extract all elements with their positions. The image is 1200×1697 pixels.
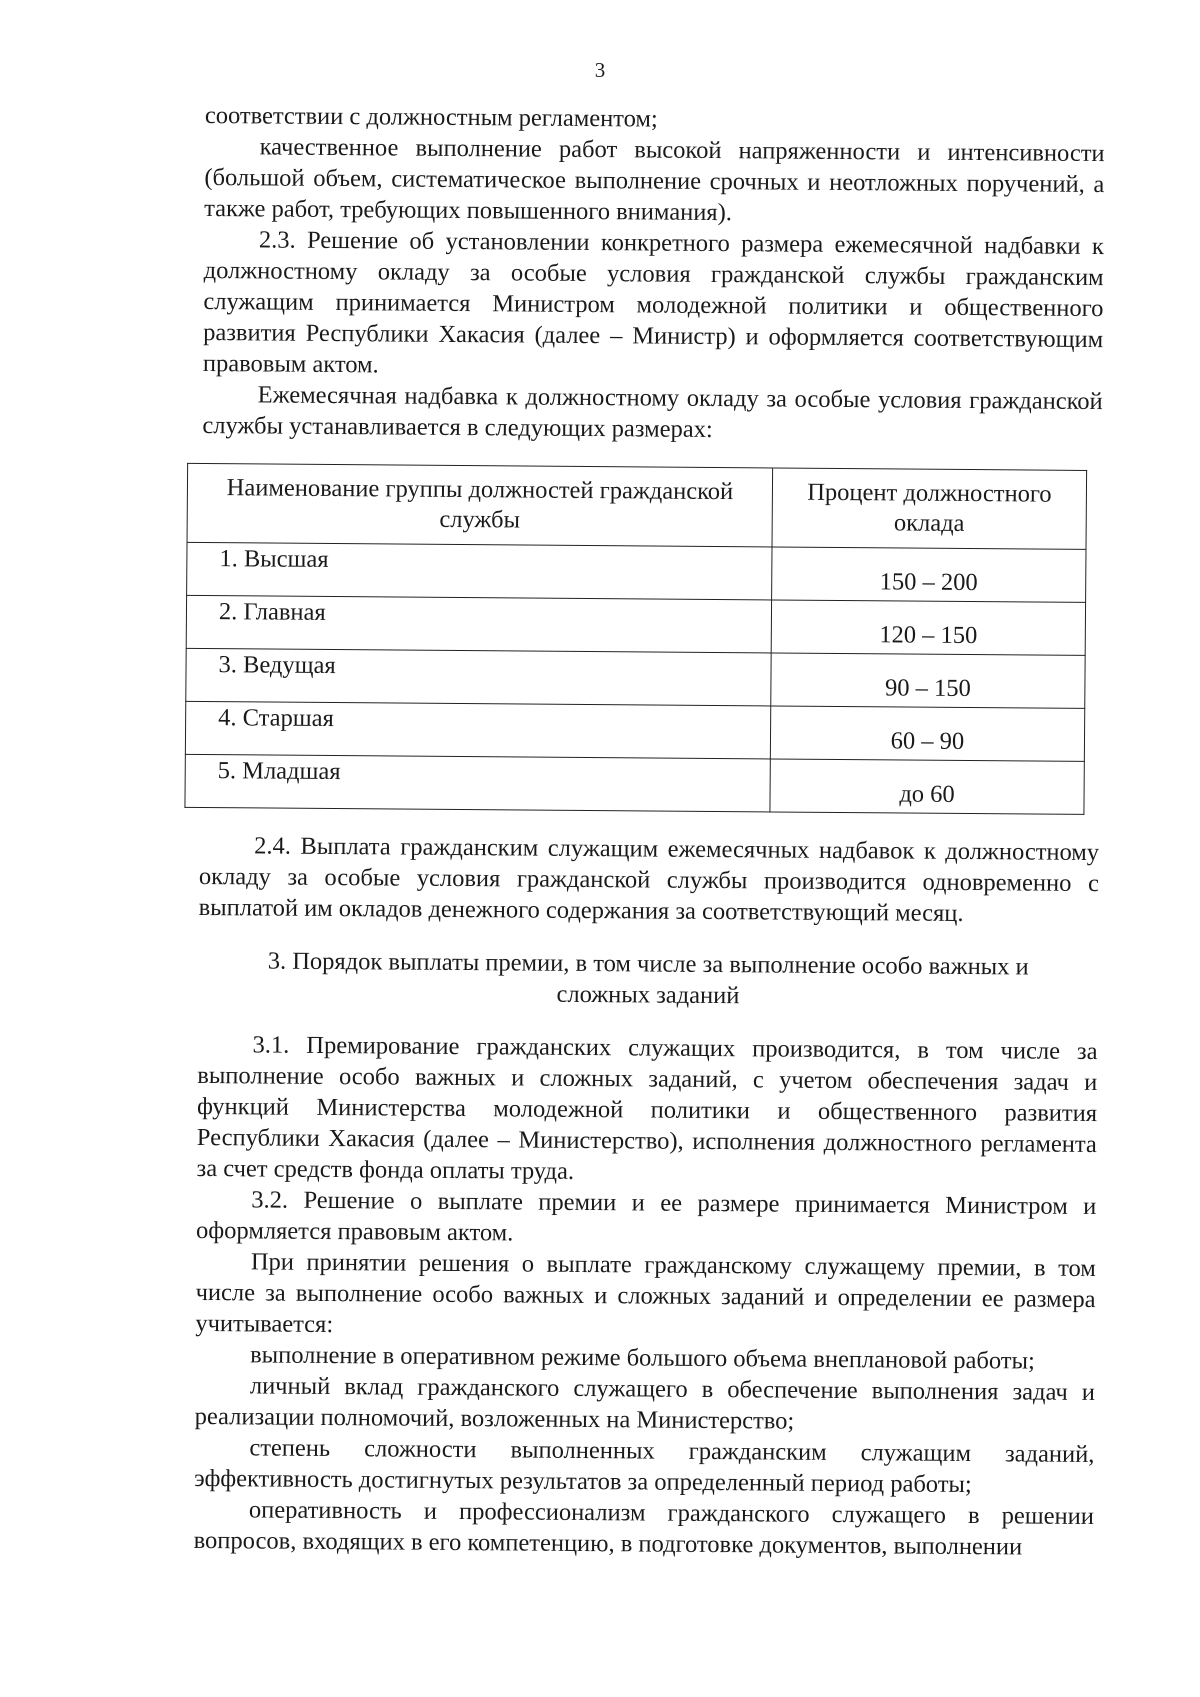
grades-table — [184, 463, 1087, 815]
table-row — [185, 754, 1084, 814]
paragraph-quality-work: качественное выполнение работ высокой напряженности и интенсивности (большой объем, систематическое выполнение срочных и неотложных поручений, а также работ, требующих повышенного внимания). — [204, 133, 1105, 227]
section-heading: 3. Порядок выплаты премии, в том числе за выполнение особо важных и сложных заданий — [267, 947, 1029, 1010]
table-header-percent: Процент должностного оклада — [772, 468, 1087, 549]
table-row — [185, 701, 1084, 761]
table-cell-percent: 120 – 150 — [771, 600, 1085, 655]
paragraph-3-2: 3.2. Решение о выплате премии и ее размере принимается Министром и оформляется правовым актом. — [196, 1186, 1097, 1247]
list-item: оперативность и профессионализм гражданского служащего в решении вопросов, входящих в его компетенцию, в подготовке документов, выполнении — [193, 1496, 1095, 1561]
table-header-row — [187, 463, 1087, 549]
page-number: 3 — [594, 58, 606, 82]
table-row — [186, 648, 1085, 708]
document-body — [194, 100, 1105, 1563]
paragraph-monthly-bonus: Ежемесячная надбавка к должностному окладу за особые условия гражданской службы устанавливается в следующих размерах: — [202, 381, 1103, 443]
table-header-group: Наименование группы должностей гражданской службы — [187, 463, 773, 547]
list-item: выполнение в оперативном режиме большого объема внеплановой работы; — [250, 1341, 1035, 1375]
table-row — [186, 595, 1085, 655]
table-cell-group: 4. Старшая — [185, 701, 770, 759]
paragraph-2-4: 2.4. Выплата гражданским служащим ежемесячных надбавок к должностному окладу за особые условия гражданской службы производится одновременно с выплатой им окладов денежного содержания за соответствующий месяц. — [198, 832, 1100, 927]
table-cell-percent: 90 – 150 — [771, 653, 1085, 708]
table-cell-group: 2. Главная — [186, 595, 771, 653]
table-cell-percent: 60 – 90 — [770, 706, 1084, 761]
paragraph-3-1: 3.1. Премирование гражданских служащих производится, в том числе за выполнение особо важных и сложных заданий, с учетом обеспечения задач и функций Министерства молодежной политики и общественного развития Республики Хакасия (далее – Министерство), исполнения должностного регламента за счет средств фонда оплаты труда. — [196, 1031, 1098, 1185]
table-cell-group: 3. Ведущая — [186, 648, 771, 706]
list-item: степень сложности выполненных гражданским служащим заданий, эффективность достигнутых результатов за определенный период работы; — [194, 1434, 1095, 1499]
table-cell-percent: 150 – 200 — [772, 547, 1086, 602]
table-cell-percent: до 60 — [770, 759, 1084, 814]
list-item: личный вклад гражданского служащего в обеспечение выполнения задач и реализации полномочий, возложенных на Министерство; — [194, 1372, 1095, 1435]
table-cell-group: 5. Младшая — [185, 754, 770, 812]
table-row — [187, 542, 1086, 602]
paragraph-2-3: 2.3. Решение об установлении конкретного размера ежемесячной надбавки к должностному окладу за особые условия гражданской службы гражданским служащим принимается Министром молодежной политики и общественного развития Республики Хакасия (далее – Министр) и оформляется соответствующим правовым актом. — [202, 226, 1104, 379]
paragraph-considered: При принятии решения о выплате гражданскому служащему премии, в том числе за выполнение особо важных и сложных заданий и определении ее размера учитывается: — [195, 1248, 1096, 1339]
paragraph-continuation: соответствии с должностным регламентом; — [204, 101, 658, 133]
table-cell-group: 1. Высшая — [187, 542, 772, 600]
